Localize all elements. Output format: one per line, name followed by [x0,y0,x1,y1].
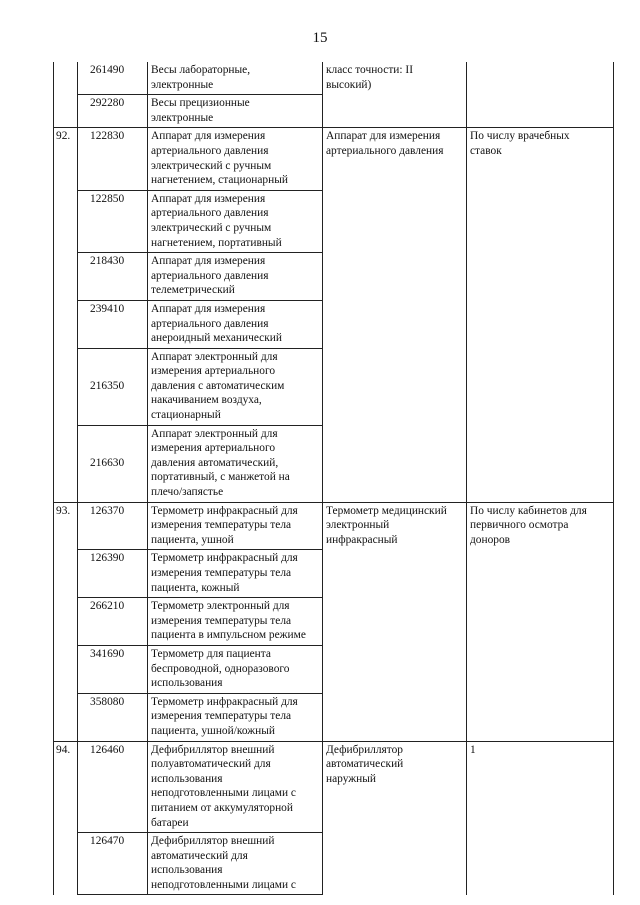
norm-cell: По числу кабинетов для первичного осмотра доноров [467,502,614,741]
name-cell: Аппарат электронный для измерения артериального давления с автоматическим накачиванием воздуха, стационарный [148,348,323,425]
type-cell: класс точности: II высокий) [323,62,467,128]
code-cell: 239410 [78,300,148,348]
code-cell: 266210 [78,598,148,646]
code-cell: 122850 [78,190,148,252]
row-number-cell: 93. [54,502,78,741]
equipment-table [53,62,614,895]
name-cell: Аппарат для измерения артериального давления электрический с ручным нагнетением, портативный [148,190,323,252]
code-cell: 122830 [78,128,148,190]
name-cell: Термометр инфракрасный для измерения температуры тела пациента, ушной [148,502,323,550]
type-cell: Дефибриллятор автоматический наружный [323,741,467,895]
code-cell: 126470 [78,833,148,895]
code-cell: 126460 [78,741,148,833]
code-cell: 218430 [78,253,148,301]
name-cell: Весы лабораторные, электронные [148,62,323,95]
name-cell: Аппарат электронный для измерения артериального давления автоматический, портативный, с манжетой на плечо/запястье [148,425,323,502]
name-cell: Термометр инфракрасный для измерения температуры тела пациента, кожный [148,550,323,598]
name-cell: Термометр для пациента беспроводной, одноразового использования [148,645,323,693]
type-cell: Термометр медицинский электронный инфракрасный [323,502,467,741]
name-cell: Термометр электронный для измерения температуры тела пациента в импульсном режиме [148,598,323,646]
code-cell: 216350 [78,348,148,425]
code-cell: 261490 [78,62,148,95]
code-cell: 126390 [78,550,148,598]
name-cell: Аппарат для измерения артериального давления телеметрический [148,253,323,301]
code-cell: 126370 [78,502,148,550]
table-row [54,741,614,833]
norm-cell [467,62,614,128]
norm-cell: 1 [467,741,614,895]
table-row [54,502,614,550]
row-number-cell [54,62,78,128]
table-row [54,128,614,190]
name-cell: Весы прецизионные электронные [148,95,323,128]
name-cell: Аппарат для измерения артериального давления электрический с ручным нагнетением, стационарный [148,128,323,190]
page-number: 15 [312,30,328,46]
row-number-cell: 94. [54,741,78,895]
row-number-cell: 92. [54,128,78,502]
name-cell: Термометр инфракрасный для измерения температуры тела пациента, ушной/кожный [148,693,323,741]
code-cell: 292280 [78,95,148,128]
norm-cell: По числу врачебных ставок [467,128,614,502]
name-cell: Дефибриллятор внешний автоматический для использования неподготовленными лицами с [148,833,323,895]
type-cell: Аппарат для измерения артериального давления [323,128,467,502]
table-row [54,62,614,95]
name-cell: Дефибриллятор внешний полуавтоматический для использования неподготовленными лицами с питанием от аккумуляторной батареи [148,741,323,833]
name-cell: Аппарат для измерения артериального давления анероидный механический [148,300,323,348]
code-cell: 358080 [78,693,148,741]
code-cell: 216630 [78,425,148,502]
code-cell: 341690 [78,645,148,693]
